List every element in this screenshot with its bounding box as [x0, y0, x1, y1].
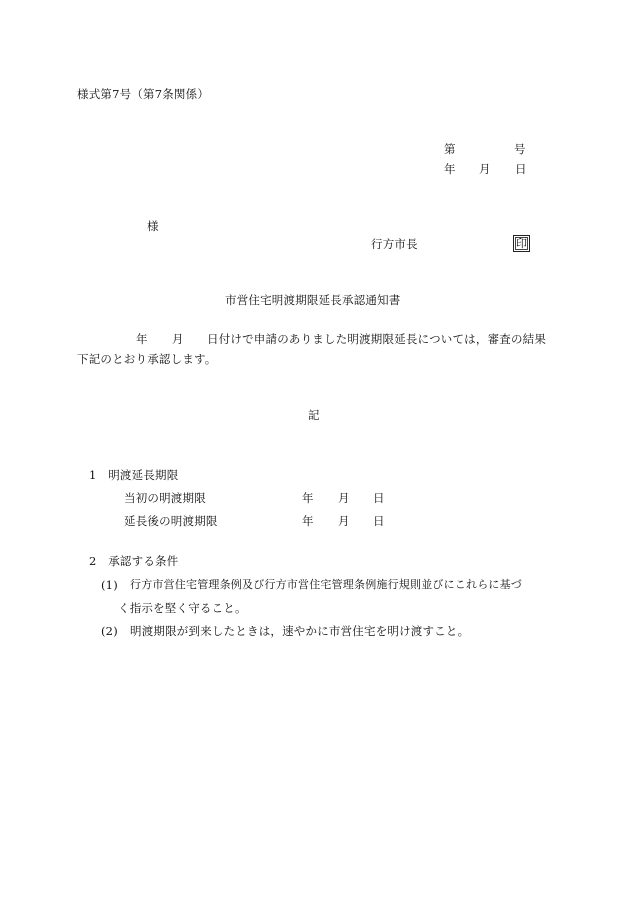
- original-deadline-month: 月: [338, 491, 350, 505]
- original-deadline-label: 当初の明渡期限: [124, 491, 206, 505]
- date-month: 月: [479, 162, 491, 176]
- issuer-name: 行方市長: [371, 237, 418, 251]
- body-year: 年: [136, 332, 148, 346]
- addressee-suffix: 様: [147, 219, 159, 233]
- extended-deadline-year: 年: [302, 514, 314, 528]
- condition-2-number: (2): [101, 624, 118, 638]
- condition-2-line1: 明渡期限が到来したときは，速やかに市営住宅を明け渡すこと。: [130, 624, 470, 638]
- body-line2: 下記のとおり承認します。: [77, 352, 217, 366]
- number-prefix: 第: [444, 142, 456, 156]
- number-suffix: 号: [514, 142, 526, 156]
- body-line1: 日付けで申請のありました明渡期限延長については，審査の結果: [207, 332, 547, 346]
- condition-1-line2: く指示を堅く守ること。: [118, 601, 247, 615]
- form-label: 様式第7号（第7条関係）: [77, 87, 210, 101]
- section1-heading: 1 明渡延長期限: [89, 468, 179, 482]
- seal-stamp: 印: [513, 235, 530, 252]
- date-day: 日: [515, 162, 527, 176]
- original-deadline-year: 年: [302, 491, 314, 505]
- extended-deadline-month: 月: [338, 514, 350, 528]
- body-month: 月: [172, 332, 184, 346]
- condition-1-line1: 行方市営住宅管理条例及び行方市営住宅管理条例施行規則並びにこれらに基づ: [130, 578, 522, 591]
- ki-heading: 記: [308, 408, 320, 422]
- section2-heading: 2 承認する条件: [89, 554, 179, 568]
- date-year: 年: [444, 162, 456, 176]
- document-title: 市営住宅明渡期限延長承認通知書: [225, 293, 401, 307]
- original-deadline-day: 日: [373, 491, 385, 505]
- extended-deadline-label: 延長後の明渡期限: [124, 514, 218, 528]
- extended-deadline-day: 日: [373, 514, 385, 528]
- condition-1-number: (1): [101, 578, 118, 592]
